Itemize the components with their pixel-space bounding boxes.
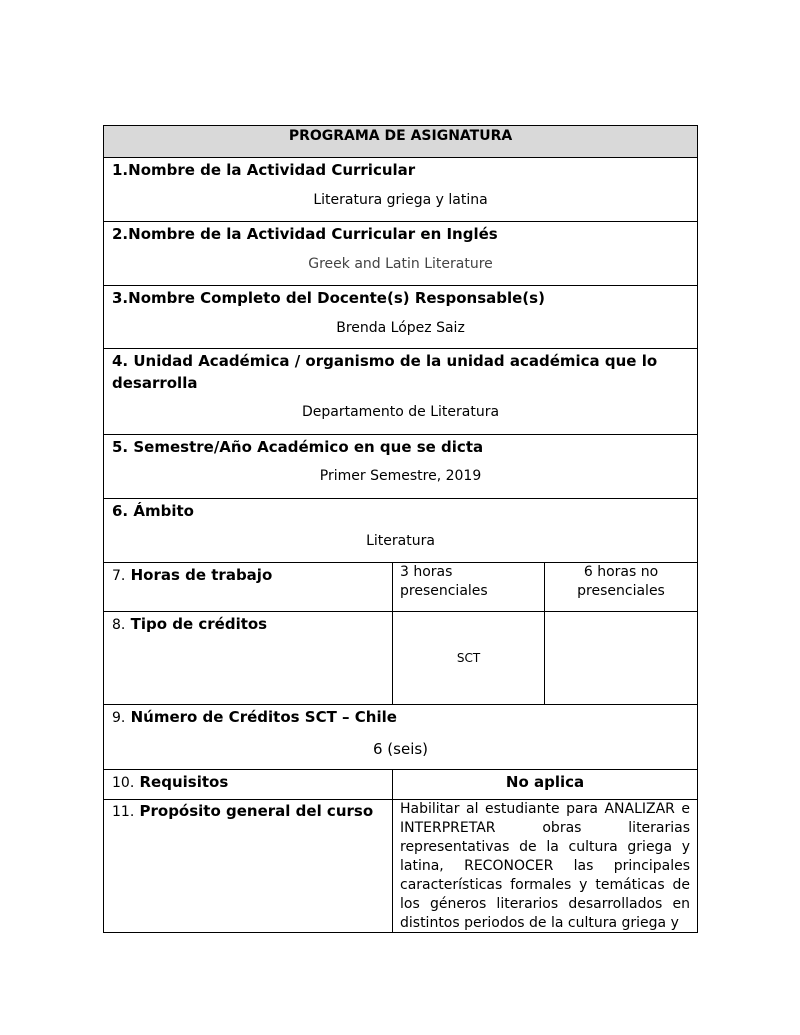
requisites-value: No aplica (505, 773, 585, 791)
credits-value: 6 (seis) (372, 740, 429, 758)
credit-type-row (104, 612, 698, 705)
hours-no-presencial: 6 horas no presenciales (577, 564, 665, 599)
section-label: Nombre Completo del Docente(s) Responsable(s) (128, 289, 545, 307)
section-row (104, 499, 698, 563)
section-label: Requisitos (139, 773, 229, 791)
purpose-row (104, 800, 698, 933)
section-row (104, 435, 698, 499)
section-label: Semestre/Año Académico en que se dicta (133, 438, 484, 456)
section-number: 10. (112, 775, 135, 791)
section-value: Departamento de Literatura (301, 404, 500, 420)
section-value: Brenda López Saiz (336, 320, 465, 336)
section-label: Nombre de la Actividad Curricular (128, 161, 416, 179)
section-number: 7. (112, 568, 126, 584)
section-label: Nombre de la Actividad Curricular en Inglés (128, 225, 498, 243)
section-row (104, 349, 698, 435)
section-label: Unidad Académica / organismo de la unidad académica que lo desarrolla (112, 352, 658, 392)
section-number: 2. (112, 225, 129, 243)
section-number: 8. (112, 617, 126, 633)
section-number: 9. (112, 710, 126, 726)
section-row (104, 286, 698, 349)
requisites-row (104, 770, 698, 800)
section-label: Número de Créditos SCT – Chile (130, 708, 397, 726)
section-label: Ámbito (133, 502, 194, 520)
section-value: Greek and Latin Literature (308, 256, 493, 272)
credits-row (104, 705, 698, 770)
section-row (104, 222, 698, 286)
section-label: Propósito general del curso (139, 802, 374, 820)
section-number: 4. (112, 352, 129, 370)
section-row (104, 158, 698, 222)
hours-presencial: 3 horas presenciales (400, 564, 488, 599)
section-number: 1. (112, 161, 129, 179)
section-value: Literatura griega y latina (313, 192, 488, 208)
section-value: Literatura (366, 533, 435, 549)
section-value: Primer Semestre, 2019 (319, 468, 482, 484)
page-title: PROGRAMA DE ASIGNATURA (104, 126, 698, 158)
header-row (104, 126, 698, 158)
section-label: Tipo de créditos (130, 615, 268, 633)
section-label: Horas de trabajo (130, 566, 273, 584)
hours-row (104, 563, 698, 612)
section-number: 3. (112, 289, 129, 307)
section-number: 6. (112, 502, 129, 520)
credit-type-value: SCT (456, 651, 481, 665)
section-number: 5. (112, 438, 129, 456)
course-program-table (103, 125, 698, 933)
purpose-text: Habilitar al estudiante para ANALIZAR e INTERPRETAR obras literarias representativas de la cultura griega y latina, RECONOCER las principales características formales y temáticas de los géneros literarios desarrollados en distintos periodos de la cultura griega y (400, 801, 691, 931)
section-number: 11. (112, 804, 135, 820)
